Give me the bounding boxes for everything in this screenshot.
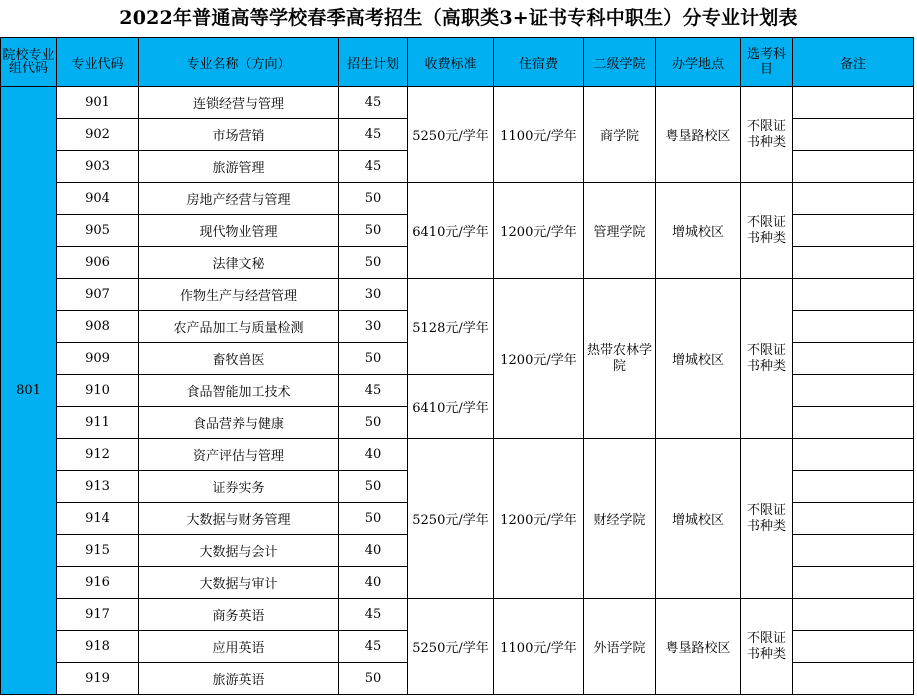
major-code: 903 xyxy=(57,151,139,183)
note-cell xyxy=(793,663,914,695)
header-plan: 招生计划 xyxy=(339,38,408,87)
major-name: 食品营养与健康 xyxy=(139,407,339,439)
note-cell xyxy=(793,503,914,535)
plan-count: 50 xyxy=(339,343,408,375)
major-name: 旅游英语 xyxy=(139,663,339,695)
note-cell xyxy=(793,311,914,343)
note-cell xyxy=(793,439,914,471)
plan-count: 45 xyxy=(339,375,408,407)
note-cell xyxy=(793,343,914,375)
table-row xyxy=(1,279,914,311)
campus-cell: 粤垦路校区 xyxy=(656,87,741,183)
plan-count: 45 xyxy=(339,631,408,663)
major-code: 904 xyxy=(57,183,139,215)
campus-cell: 增城校区 xyxy=(656,183,741,279)
header-college: 二级学院 xyxy=(584,38,656,87)
note-cell xyxy=(793,375,914,407)
major-code: 918 xyxy=(57,631,139,663)
plan-count: 50 xyxy=(339,215,408,247)
dorm-cell: 1200元/学年 xyxy=(494,439,584,599)
note-cell xyxy=(793,279,914,311)
major-name: 商务英语 xyxy=(139,599,339,631)
college-cell: 管理学院 xyxy=(584,183,656,279)
college-cell: 热带农林学院 xyxy=(584,279,656,439)
major-code: 919 xyxy=(57,663,139,695)
note-cell xyxy=(793,87,914,119)
fee-cell: 5250元/学年 xyxy=(408,439,494,599)
major-name: 食品智能加工技术 xyxy=(139,375,339,407)
plan-count: 50 xyxy=(339,183,408,215)
college-cell: 商学院 xyxy=(584,87,656,183)
plan-table xyxy=(0,37,914,695)
major-name: 旅游管理 xyxy=(139,151,339,183)
table-row xyxy=(1,439,914,471)
major-code: 905 xyxy=(57,215,139,247)
subject-cell: 不限证书种类 xyxy=(741,279,793,439)
note-cell xyxy=(793,535,914,567)
plan-count: 40 xyxy=(339,535,408,567)
table-row xyxy=(1,599,914,631)
plan-count: 50 xyxy=(339,503,408,535)
major-name: 法律文秘 xyxy=(139,247,339,279)
major-name: 资产评估与管理 xyxy=(139,439,339,471)
note-cell xyxy=(793,151,914,183)
group-code-cell: 801 xyxy=(1,87,57,695)
dorm-cell: 1100元/学年 xyxy=(494,599,584,695)
major-name: 作物生产与经营管理 xyxy=(139,279,339,311)
dorm-cell: 1200元/学年 xyxy=(494,183,584,279)
page-title: 2022年普通高等学校春季高考招生（高职类3+证书专科中职生）分专业计划表 xyxy=(119,7,798,29)
fee-cell: 5250元/学年 xyxy=(408,599,494,695)
header-fee: 收费标准 xyxy=(408,38,494,87)
plan-count: 50 xyxy=(339,471,408,503)
header-campus: 办学地点 xyxy=(656,38,741,87)
subject-cell: 不限证书种类 xyxy=(741,87,793,183)
note-cell xyxy=(793,471,914,503)
table-row xyxy=(1,183,914,215)
major-name: 连锁经营与管理 xyxy=(139,87,339,119)
table-row xyxy=(1,87,914,119)
major-name: 应用英语 xyxy=(139,631,339,663)
major-code: 902 xyxy=(57,119,139,151)
major-code: 917 xyxy=(57,599,139,631)
plan-count: 45 xyxy=(339,119,408,151)
dorm-cell: 1200元/学年 xyxy=(494,279,584,439)
major-name: 大数据与审计 xyxy=(139,567,339,599)
note-cell xyxy=(793,183,914,215)
note-cell xyxy=(793,599,914,631)
note-cell xyxy=(793,215,914,247)
major-name: 证券实务 xyxy=(139,471,339,503)
header-major-name: 专业名称（方向） xyxy=(139,38,339,87)
major-code: 907 xyxy=(57,279,139,311)
campus-cell: 粤垦路校区 xyxy=(656,599,741,695)
dorm-cell: 1100元/学年 xyxy=(494,87,584,183)
plan-count: 30 xyxy=(339,279,408,311)
plan-count: 30 xyxy=(339,311,408,343)
subject-cell: 不限证书种类 xyxy=(741,439,793,599)
major-name: 现代物业管理 xyxy=(139,215,339,247)
major-name: 大数据与会计 xyxy=(139,535,339,567)
note-cell xyxy=(793,247,914,279)
major-code: 906 xyxy=(57,247,139,279)
major-code: 912 xyxy=(57,439,139,471)
header-note: 备注 xyxy=(793,38,914,87)
header-major-code: 专业代码 xyxy=(57,38,139,87)
plan-count: 45 xyxy=(339,599,408,631)
major-code: 916 xyxy=(57,567,139,599)
header-subject: 选考科目 xyxy=(741,38,793,87)
major-name: 房地产经营与管理 xyxy=(139,183,339,215)
subject-cell: 不限证书种类 xyxy=(741,183,793,279)
plan-count: 50 xyxy=(339,663,408,695)
plan-count: 45 xyxy=(339,151,408,183)
major-code: 915 xyxy=(57,535,139,567)
plan-count: 45 xyxy=(339,87,408,119)
note-cell xyxy=(793,407,914,439)
note-cell xyxy=(793,567,914,599)
fee-cell: 5250元/学年 xyxy=(408,87,494,183)
major-name: 畜牧兽医 xyxy=(139,343,339,375)
major-name: 大数据与财务管理 xyxy=(139,503,339,535)
college-cell: 外语学院 xyxy=(584,599,656,695)
college-cell: 财经学院 xyxy=(584,439,656,599)
major-code: 910 xyxy=(57,375,139,407)
plan-count: 40 xyxy=(339,567,408,599)
major-code: 913 xyxy=(57,471,139,503)
major-code: 914 xyxy=(57,503,139,535)
note-cell xyxy=(793,119,914,151)
fee-cell: 5128元/学年 xyxy=(408,279,494,375)
subject-cell: 不限证书种类 xyxy=(741,599,793,695)
header-group-code: 院校专业组代码 xyxy=(1,38,57,87)
plan-count: 50 xyxy=(339,247,408,279)
major-code: 911 xyxy=(57,407,139,439)
note-cell xyxy=(793,631,914,663)
major-name: 市场营销 xyxy=(139,119,339,151)
major-code: 901 xyxy=(57,87,139,119)
major-code: 909 xyxy=(57,343,139,375)
major-code: 908 xyxy=(57,311,139,343)
fee-cell: 6410元/学年 xyxy=(408,375,494,439)
plan-count: 40 xyxy=(339,439,408,471)
major-name: 农产品加工与质量检测 xyxy=(139,311,339,343)
plan-count: 50 xyxy=(339,407,408,439)
campus-cell: 增城校区 xyxy=(656,439,741,599)
header-dorm: 住宿费 xyxy=(494,38,584,87)
table-header-row xyxy=(1,38,914,87)
fee-cell: 6410元/学年 xyxy=(408,183,494,279)
campus-cell: 增城校区 xyxy=(656,279,741,439)
